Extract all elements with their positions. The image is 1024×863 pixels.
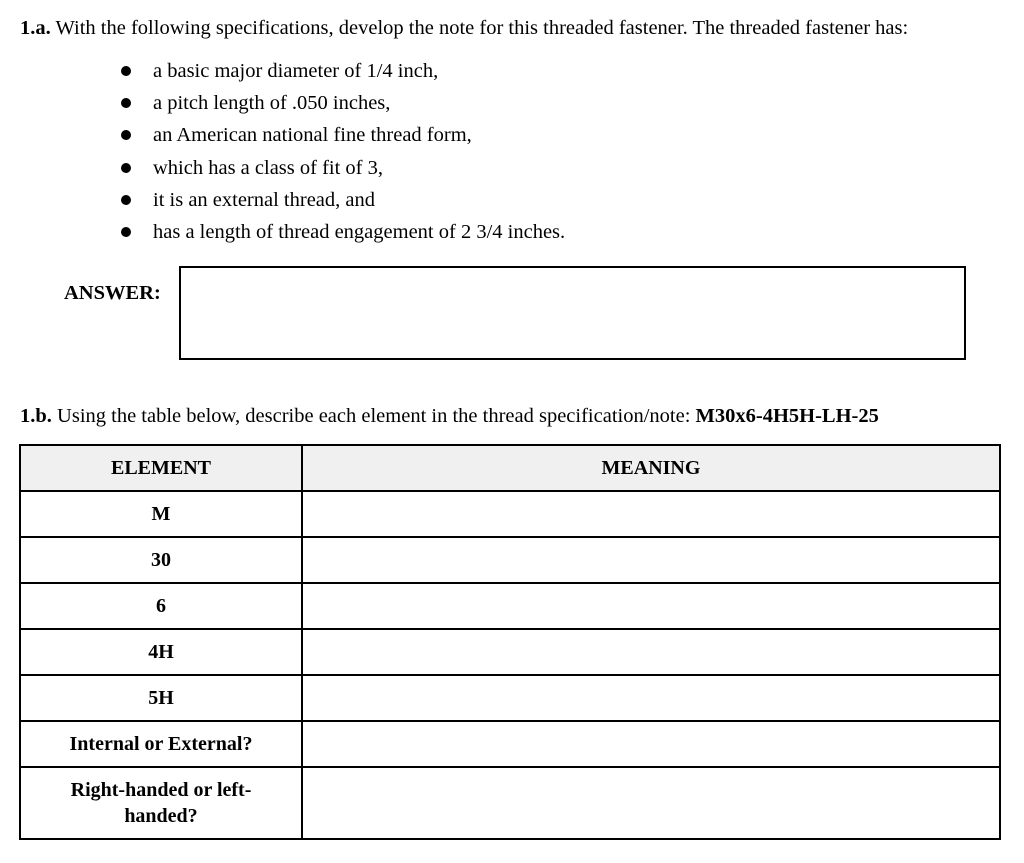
question-1a-text: With the following specifications, develop the note for this threaded fastener. The threaded fastener has: (55, 17, 909, 39)
spec-list (120, 57, 565, 250)
answer-box[interactable] (179, 266, 966, 360)
table-row (20, 629, 1000, 675)
element-cell: 5H (20, 675, 302, 721)
bullet-icon (121, 66, 131, 76)
element-table (19, 444, 1001, 840)
meaning-cell[interactable] (302, 767, 1000, 839)
meaning-cell[interactable] (302, 583, 1000, 629)
element-column-header: ELEMENT (20, 445, 302, 491)
bullet-icon (121, 98, 131, 108)
spec-item: has a length of thread engagement of 2 3/4 inches. (120, 218, 565, 250)
meaning-cell[interactable] (302, 537, 1000, 583)
table-row (20, 537, 1000, 583)
element-cell: Right-handed or left-handed? (20, 767, 302, 839)
spec-item: it is an external thread, and (120, 186, 565, 218)
element-cell: M (20, 491, 302, 537)
question-1a-prompt (20, 14, 908, 42)
spec-item: which has a class of fit of 3, (120, 154, 565, 186)
element-cell: 6 (20, 583, 302, 629)
meaning-column-header: MEANING (302, 445, 1000, 491)
question-1b-text: Using the table below, describe each element in the thread specification/note: (57, 405, 691, 427)
table-row (20, 583, 1000, 629)
element-cell: 30 (20, 537, 302, 583)
spec-item: a basic major diameter of 1/4 inch, (120, 57, 565, 89)
bullet-icon (121, 227, 131, 237)
table-header-row (20, 445, 1000, 491)
meaning-cell[interactable] (302, 491, 1000, 537)
meaning-cell[interactable] (302, 721, 1000, 767)
element-cell: 4H (20, 629, 302, 675)
table-row (20, 675, 1000, 721)
question-1b-prompt (20, 402, 879, 430)
table-row (20, 767, 1000, 839)
element-cell: Internal or External? (20, 721, 302, 767)
answer-label: ANSWER: (64, 282, 161, 304)
bullet-icon (121, 195, 131, 205)
question-1a-number: 1.a. (20, 17, 51, 39)
table-row (20, 491, 1000, 537)
question-1b-number: 1.b. (20, 405, 52, 427)
meaning-cell[interactable] (302, 629, 1000, 675)
spec-item: a pitch length of .050 inches, (120, 89, 565, 121)
bullet-icon (121, 163, 131, 173)
meaning-cell[interactable] (302, 675, 1000, 721)
thread-spec: M30x6-4H5H-LH-25 (695, 405, 879, 427)
spec-item: an American national fine thread form, (120, 121, 565, 153)
bullet-icon (121, 130, 131, 140)
table-row (20, 721, 1000, 767)
